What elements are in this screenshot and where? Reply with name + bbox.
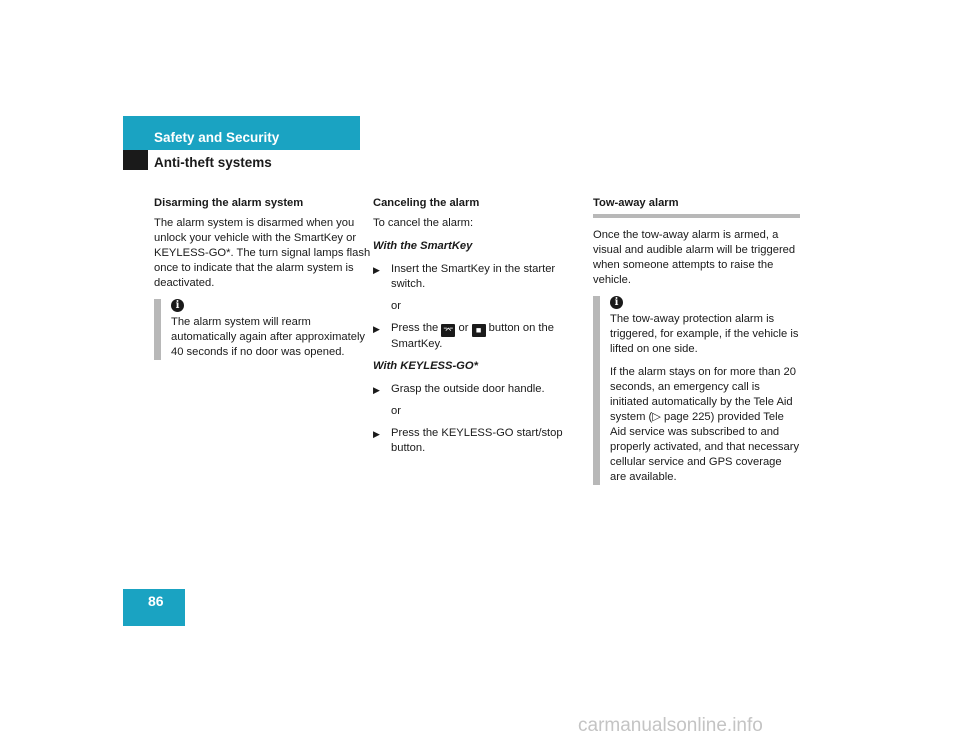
unlock-icon: ⌤	[443, 325, 454, 335]
step-text: Press the KEYLESS-GO start/stop button.	[391, 427, 563, 454]
watermark: carmanualsonline.info	[578, 715, 763, 736]
column-tow-away	[593, 196, 800, 485]
lock-icon: ■	[472, 324, 486, 337]
or-text: or	[391, 300, 401, 312]
note-bar	[154, 299, 161, 360]
step-text: Grasp the outside door handle.	[391, 383, 545, 395]
keyless-heading: With KEYLESS-GO*	[373, 360, 478, 372]
step-text-pre: Press the	[391, 322, 439, 334]
step-arrow-icon: ▶	[373, 324, 380, 334]
column-disarming	[154, 196, 372, 360]
disarming-paragraph: The alarm system is disarmed when you unlock your vehicle with the SmartKey or KEYLESS-GO*. The turn signal lamps flash once to indicate that the alarm system is deactivated.	[154, 217, 371, 289]
canceling-heading: Canceling the alarm	[373, 197, 480, 209]
note-bar	[593, 296, 600, 485]
canceling-intro: To cancel the alarm:	[373, 217, 474, 229]
tow-note-text-2: If the alarm stays on for more than 20 seconds, an emergency call is initiated automatically by the Tele Aid system (▷ page 225) provided Tele Aid service was subscribed to and properly activated, and that necessary cellular service and GPS coverage are available.	[610, 366, 800, 483]
page-number: 86	[148, 593, 164, 609]
tow-away-info-note	[593, 296, 800, 485]
step-text: Insert the SmartKey in the starter switch.	[391, 263, 556, 290]
step-grasp-handle	[373, 382, 591, 397]
info-icon: i	[610, 296, 623, 309]
step-text-or: or	[458, 322, 469, 334]
step-arrow-icon: ▶	[373, 265, 380, 275]
step-text-post: button on the SmartKey.	[391, 322, 554, 350]
info-icon: i	[171, 299, 184, 312]
tow-away-heading: Tow-away alarm	[593, 196, 800, 218]
disarming-heading: Disarming the alarm system	[154, 197, 304, 209]
section-title: Safety and Security	[154, 130, 280, 145]
header-marker	[123, 150, 148, 170]
disarming-info-note	[154, 299, 372, 360]
disarming-note-text: The alarm system will rearm automatically again after approximately 40 seconds if no door was opened.	[171, 316, 366, 358]
step-insert-smartkey	[373, 262, 591, 292]
step-press-keyless	[373, 426, 591, 456]
tow-away-paragraph: Once the tow-away alarm is armed, a visual and audible alarm will be triggered when someone attempts to raise the vehicle.	[593, 229, 796, 286]
smartkey-heading: With the SmartKey	[373, 240, 473, 252]
section-subtitle: Anti-theft systems	[154, 155, 272, 170]
tow-note-text-1: The tow-away protection alarm is triggered, for example, if the vehicle is lifted on one side.	[610, 313, 799, 355]
step-press-button	[373, 321, 591, 352]
or-text: or	[391, 405, 401, 417]
column-canceling	[373, 196, 591, 463]
step-arrow-icon: ▶	[373, 429, 380, 439]
step-arrow-icon: ▶	[373, 385, 380, 395]
